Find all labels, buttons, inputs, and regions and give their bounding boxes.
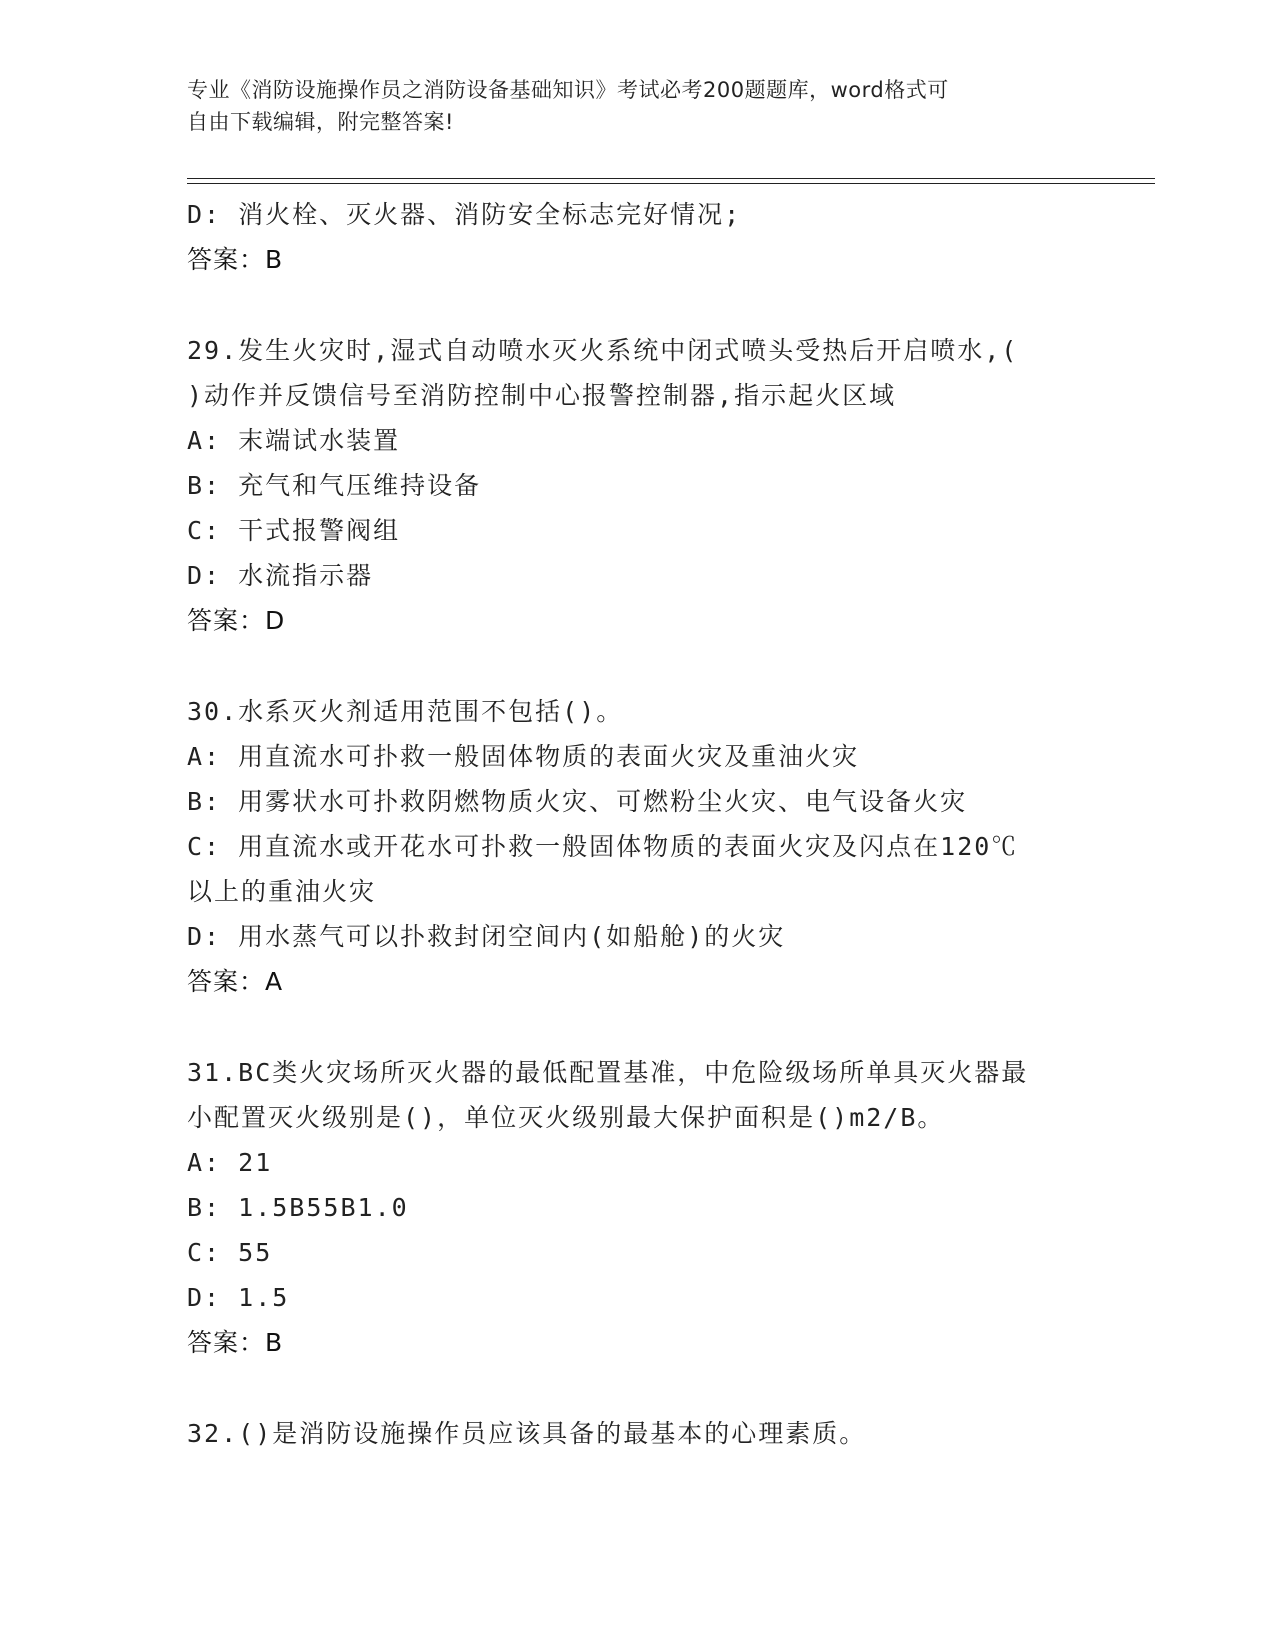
question-stem-line: 31.BC类火灾场所灭火器的最低配置基准，中危险级场所单具灭火器最 [187, 1058, 1029, 1087]
answer-line: 答案：B [187, 1328, 284, 1357]
question-spacer [187, 1004, 1087, 1050]
question-29 [187, 328, 1087, 643]
answer-line: 答案：A [187, 967, 284, 996]
option-line: C: 55 [187, 1238, 273, 1267]
question-30 [187, 689, 1087, 1004]
option-line: B: 充气和气压维持设备 [187, 471, 482, 500]
header-double-rule [187, 178, 1155, 184]
question-stem-line: 29.发生火灾时,湿式自动喷水灭火系统中闭式喷头受热后开启喷水,( [187, 336, 1019, 365]
header-title-line-1: 专业《消防设施操作员之消防设备基础知识》考试必考200题题库，word格式可 [187, 78, 949, 102]
question-stem-line: 32.()是消防设施操作员应该具备的最基本的心理素质。 [187, 1419, 867, 1448]
option-line: A: 末端试水装置 [187, 426, 401, 455]
header-title-line-2: 自由下载编辑，附完整答案! [187, 110, 454, 134]
question-stem-line: )动作并反馈信号至消防控制中心报警控制器,指示起火区域 [187, 381, 897, 410]
option-line: D: 1.5 [187, 1283, 290, 1312]
question-stem-line: 30.水系灭火剂适用范围不包括()。 [187, 697, 624, 726]
option-line: D: 消火栓、灭火器、消防安全标志完好情况; [187, 200, 742, 229]
option-line: A: 21 [187, 1148, 273, 1177]
answer-line: 答案：D [187, 606, 286, 635]
option-line: 以上的重油火灾 [187, 877, 377, 906]
option-line: D: 用水蒸气可以扑救封闭空间内(如船舱)的火灾 [187, 922, 786, 951]
question-stem-line: 小配置灭火级别是()，单位灭火级别最大保护面积是()m2/B。 [187, 1103, 945, 1132]
option-line: A: 用直流水可扑救一般固体物质的表面火灾及重油火灾 [187, 742, 860, 771]
option-line: C: 用直流水或开花水可扑救一般固体物质的表面火灾及闪点在120℃ [187, 832, 1019, 861]
option-line: C: 干式报警阀组 [187, 516, 401, 545]
question-32 [187, 1411, 1087, 1456]
document-body [187, 192, 1087, 1456]
option-line: D: 水流指示器 [187, 561, 374, 590]
document-header [187, 74, 1087, 138]
question-31 [187, 1050, 1087, 1365]
question-spacer [187, 282, 1087, 328]
question-spacer [187, 643, 1087, 689]
option-line: B: 1.5B55B1.0 [187, 1193, 409, 1222]
question-spacer [187, 1365, 1087, 1411]
option-line: B: 用雾状水可扑救阴燃物质火灾、可燃粉尘火灾、电气设备火灾 [187, 787, 968, 816]
question-continuation [187, 192, 1087, 282]
answer-line: 答案：B [187, 245, 284, 274]
